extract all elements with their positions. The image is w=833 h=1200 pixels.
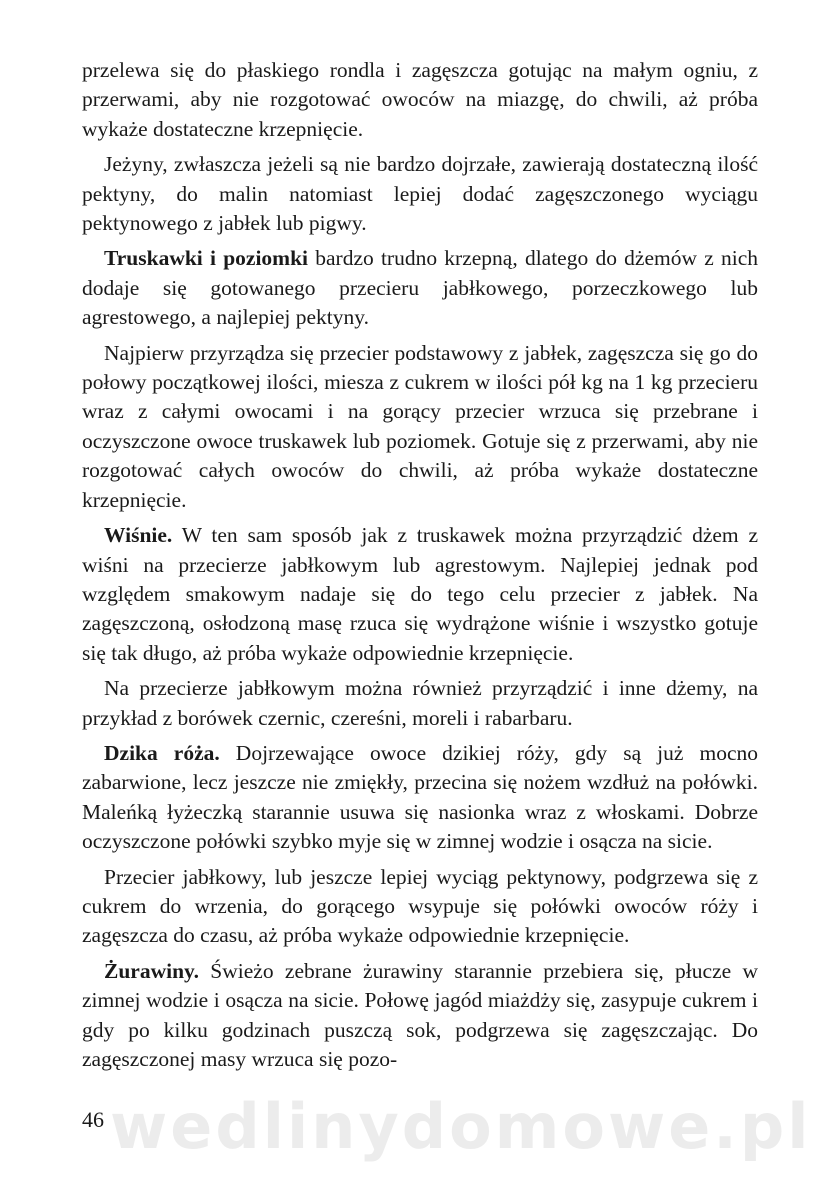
paragraph-text: Przecier jabłkowy, lub jeszcze lepiej wyciąg pektynowy, podgrzewa się z cukrem do wrzenia, do gorącego wsypuje się połówki owoców róży i zagęszcza do czasu, aż próba wykaże odpowiednie krzepnięcie. [82, 864, 758, 948]
paragraph-lead: Truskawki i poziomki [104, 246, 309, 271]
page-body [82, 56, 758, 1080]
paragraph-text: bardzo trudno krzepną, dlatego do dżemów z nich dodaje się gotowanego przecieru jabłkowego, porzeczkowego lub agrestowego, a najlepiej pektyny. [82, 246, 758, 330]
paragraph-wisnie [82, 521, 758, 668]
paragraph-text: W ten sam sposób jak z truskawek można przyrządzić dżem z wiśni na przecierze jabłkowym lub agrestowym. Najlepiej jednak pod względem smakowym nadaje się do tego celu przecier z jabłek. Na zagęszczoną, osłodzoną masę rzuca się wydrążone wiśnie i wszystko gotuje się tak długo, aż próba wykaże odpowiednie krzepnięcie. [82, 523, 758, 665]
paragraph-jezyny [82, 150, 758, 238]
paragraph-lead: Żurawiny. [104, 958, 199, 983]
paragraph-przecier [82, 863, 758, 951]
paragraph-lead: Wiśnie. [104, 523, 173, 548]
paragraph-text: Dojrzewające owoce dzikiej róży, gdy są już mocno zabarwione, lecz jeszcze nie zmiękły, przecina się nożem wzdłuż na połówki. Maleńką łyżeczką starannie usuwa się nasionka wraz z włoskami. Dobrze oczyszczone połówki szybko myje się w zimnej wodzie i osącza na sicie. [82, 740, 758, 854]
paragraph-continuation [82, 56, 758, 144]
paragraph-truskawki [82, 244, 758, 332]
paragraph-inne-dzemy [82, 674, 758, 733]
paragraph-text: przelewa się do płaskiego rondla i zagęszcza gotując na małym ogniu, z przerwami, aby nie rozgotować owoców na miazgę, do chwili, aż próba wykaże dostateczne krzepnięcie. [82, 58, 758, 141]
page-number: 46 [82, 1107, 104, 1132]
paragraph-lead: Dzika róża. [104, 740, 220, 765]
paragraph-zurawiny [82, 957, 758, 1075]
paragraph-text: Na przecierze jabłkowym można również przyrządzić i inne dżemy, na przykład z borówek czernic, czereśni, moreli i rabarbaru. [82, 676, 758, 730]
watermark: wedlinydomowe.pl [110, 1090, 812, 1163]
paragraph-dzika-roza [82, 739, 758, 857]
paragraph-najpierw [82, 339, 758, 515]
paragraph-text: Świeżo zebrane żurawiny starannie przebiera się, płucze w zimnej wodzie i osącza na sicie. Połowę jagód miażdży się, zasypuje cukrem i gdy po kilku godzinach puszczą sok, podgrzewa się zagęszczając. Do zagęszczonej masy wrzuca się pozo- [82, 958, 758, 1071]
paragraph-text: Jeżyny, zwłaszcza jeżeli są nie bardzo dojrzałe, zawierają dostateczną ilość pektyny, do malin natomiast lepiej dodać zagęszczonego wyciągu pektynowego z jabłek lub pigwy. [82, 152, 758, 236]
paragraph-text: Najpierw przyrządza się przecier podstawowy z jabłek, zagęszcza się go do połowy początkowej ilości, miesza z cukrem w ilości pół kg na 1 kg przecieru wraz z całymi owocami i na gorący przecier wrzuca się przebrane i oczyszczone owoce truskawek lub poziomek. Gotuje się z przerwami, aby nie rozgotować całych owoców do chwili, aż próba wykaże dostateczne krzepnięcie. [82, 340, 758, 512]
